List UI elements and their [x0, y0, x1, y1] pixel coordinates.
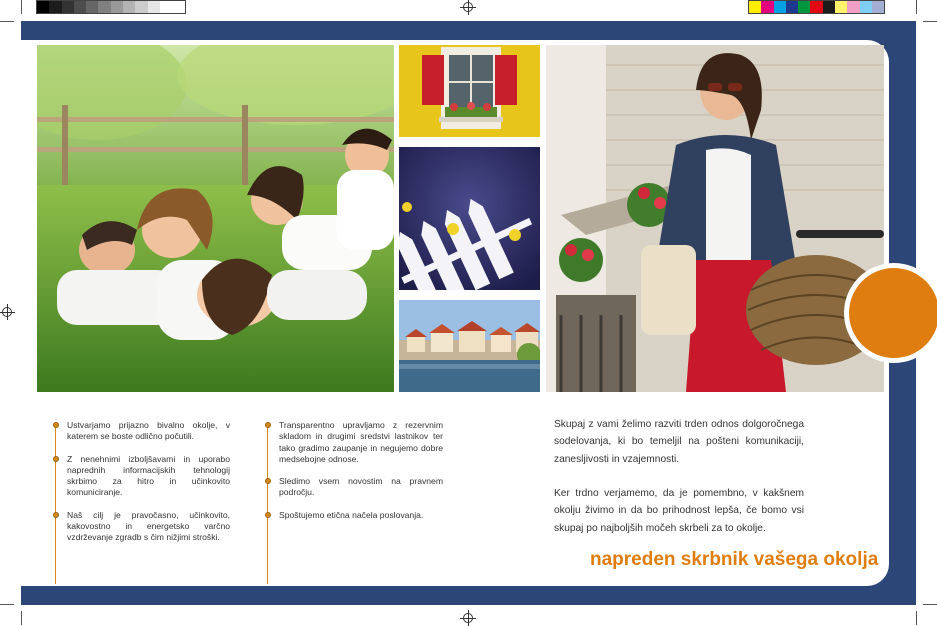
greyscale-patch	[37, 1, 49, 13]
crop-mark	[21, 0, 22, 14]
right-paragraph-1: Skupaj z vami želimo razviti trden odnos dolgoročnega sodelovanja, ki bo temeljil na pošteni komunikaciji, zanesljivosti in vzajemnosti.	[554, 419, 804, 465]
greyscale-patch	[111, 1, 123, 13]
crop-mark	[0, 604, 14, 605]
left-bullet-1: Ustvarjamo prijazno bivalno okolje, v katerem se boste odlično počutili.	[57, 420, 230, 443]
color-patch	[860, 1, 872, 13]
color-patch	[798, 1, 810, 13]
greyscale-patch	[74, 1, 86, 13]
color-patch	[749, 1, 761, 13]
color-patch	[761, 1, 773, 13]
family-photo	[37, 45, 394, 392]
greyscale-patch	[98, 1, 110, 13]
color-patch	[786, 1, 798, 13]
color-calibration-bar	[748, 0, 885, 14]
middle-column-rule	[267, 424, 268, 584]
left-bullet-3: Naš cilj je pravočasno, učinkovito, kakovostno in energetsko varčno vzdrževanje zgradb s čim nižjimi stroški.	[57, 510, 230, 544]
crop-mark	[916, 611, 917, 625]
slogan: napreden skrbnik vašega okolja	[590, 549, 879, 570]
middle-bullet-2: Sledimo vsem novostim na pravnem področju.	[269, 476, 443, 499]
greyscale-patch	[62, 1, 74, 13]
town-photo	[399, 300, 540, 392]
crop-mark	[923, 604, 937, 605]
right-paragraph-2: Ker trdno verjamemo, da je pomembno, v kakšnem okolju živimo in da bo prihodnost lepša, če bomo vsi skupaj po najboljših močeh skrbeli za to okolje.	[554, 488, 804, 534]
greyscale-patch	[148, 1, 160, 13]
color-patch	[835, 1, 847, 13]
orange-circle-decoration	[844, 263, 937, 363]
middle-bullet-3: Spoštujemo etična načela poslovanja.	[269, 510, 443, 521]
left-column-rule	[55, 424, 56, 584]
registration-mark-bottom	[463, 613, 473, 623]
color-patch	[774, 1, 786, 13]
color-patch	[810, 1, 822, 13]
orange-circle-fill	[849, 268, 937, 358]
crop-mark	[923, 21, 937, 22]
greyscale-patch	[135, 1, 147, 13]
greyscale-patch	[49, 1, 61, 13]
color-patch	[847, 1, 859, 13]
greyscale-patch	[160, 1, 172, 13]
greyscale-patch	[123, 1, 135, 13]
color-patch	[872, 1, 884, 13]
crop-mark	[916, 0, 917, 14]
greyscale-patch	[86, 1, 98, 13]
left-text-column	[57, 420, 230, 555]
left-bullet-2: Z nenehnimi izboljšavami in uporabo naprednih informacijskih tehnologij skrbimo za hitro in učinkovito komuniciranje.	[57, 454, 230, 499]
registration-mark-top	[463, 2, 473, 12]
middle-text-column	[269, 420, 443, 532]
window-photo	[399, 45, 540, 137]
crop-mark	[0, 21, 14, 22]
crop-mark	[21, 611, 22, 625]
middle-bullet-1: Transparentno upravljamo z rezervnim skladom in drugimi sredstvi lastnikov ter tako gradimo zaupanje in negujemo dobre medsebojne odnose.	[269, 420, 443, 465]
greyscale-patch	[172, 1, 184, 13]
color-patch	[823, 1, 835, 13]
greyscale-calibration-bar	[36, 0, 186, 14]
fence-photo	[399, 147, 540, 290]
registration-mark-left	[2, 307, 12, 317]
woman-photo	[546, 45, 884, 392]
